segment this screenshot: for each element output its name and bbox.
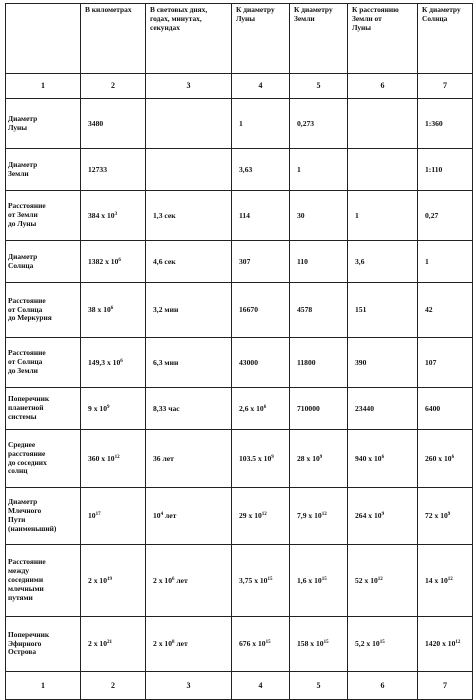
table-cell [232,388,290,430]
table-cell [348,617,418,672]
cell-value: 28 x 10 [297,453,320,463]
table-cell [81,545,146,617]
column-number: 4 [232,74,290,99]
cell-value: 1,3 сек [153,210,176,220]
table-cell [418,488,473,545]
cell-value: 10 [153,511,161,521]
table-cell [81,388,146,430]
column-header: К расстоянию Земли от Луны [348,4,418,74]
cell-value: 103.5 x 10 [239,453,272,463]
cell-exponent: 15 [265,640,271,646]
table-cell [81,149,146,191]
table-cell [348,430,418,488]
cell-exponent: 6 [118,257,121,263]
table-cell [232,545,290,617]
table-cell [348,283,418,338]
cell-value: 10 [88,511,96,521]
table-cell [232,430,290,488]
table-cell [232,338,290,388]
cell-value: 30 [297,210,305,220]
cell-exponent: 15 [321,576,327,582]
table-cell [146,338,232,388]
table-cell [348,338,418,388]
cell-exponent: 12 [321,512,327,518]
cell-value: 384 x 10 [88,210,115,220]
column-header [6,4,81,74]
cell-value: 12733 [88,164,107,174]
table-cell [418,388,473,430]
cell-exponent: 17 [95,512,101,518]
cell-value: 1 [355,210,359,220]
table-cell [81,283,146,338]
table-cell [290,545,348,617]
table-cell [81,488,146,545]
cell-exponent: 21 [106,640,112,646]
column-number: 2 [81,74,146,99]
table-cell [81,338,146,388]
table-row [6,545,473,617]
column-number: 5 [290,74,348,99]
cell-value: 158 x 10 [297,639,324,649]
table-cell [418,191,473,241]
row-label: Расстояние от Земли до Луны [6,191,81,241]
table-cell [348,388,418,430]
table-cell [146,241,232,283]
table-cell [418,283,473,338]
cell-exponent: 6 [381,454,385,460]
cell-exponent: 6 [110,306,114,312]
cell-value: 307 [239,256,251,266]
table-cell [232,99,290,149]
column-number-row [6,74,473,99]
cell-exponent: 9 [381,512,385,518]
cell-value: 1 [239,118,243,128]
table-cell [146,191,232,241]
table-cell [290,488,348,545]
row-label: Расстояние от Солнца до Земли [6,338,81,388]
column-number: 4 [232,672,290,700]
table-cell [290,191,348,241]
column-number: 2 [81,672,146,700]
table-cell [146,488,232,545]
cell-value: 114 [239,210,250,220]
table-cell [418,241,473,283]
table-cell [81,191,146,241]
cell-value: 2,6 x 10 [239,403,264,413]
header-row [6,4,473,74]
table-row [6,430,473,488]
cell-value: 2 x 10 [88,575,107,585]
table-cell [290,388,348,430]
cell-value: 107 [425,357,437,367]
astronomical-distances-table [5,3,473,700]
cell-exponent: 9 [106,404,110,410]
cell-exponent: 9 [271,454,274,460]
table-cell [348,488,418,545]
column-number: 7 [418,74,473,99]
row-label: Расстояние между соседними млечными путями [6,545,81,617]
column-number: 1 [6,74,81,99]
cell-exponent: 12 [114,454,120,460]
table-row [6,388,473,430]
row-label: Диаметр Млечного Пути (наименьший) [6,488,81,545]
column-number: 3 [146,74,232,99]
cell-exponent: 8 [171,640,175,646]
cell-value: 5,2 x 10 [355,639,380,649]
cell-unit: лет [174,639,188,649]
cell-exponent: 19 [106,576,112,582]
cell-exponent: 6 [171,576,175,582]
cell-value: 7,9 x 10 [297,511,322,521]
cell-value: 360 x 10 [88,453,115,463]
column-number: 6 [348,74,418,99]
table-cell [418,149,473,191]
table-cell [232,617,290,672]
table-cell [418,545,473,617]
cell-value: 940 x 10 [355,453,382,463]
cell-exponent: 12 [447,576,453,582]
cell-value: 149,3 x 10 [88,357,121,367]
cell-value: 36 лет [153,453,174,463]
cell-value: 11800 [297,357,316,367]
cell-value: 390 [355,357,367,367]
table-cell [232,149,290,191]
column-number: 1 [6,672,81,700]
cell-exponent: 6 [263,404,267,410]
cell-value: 1420 x 10 [425,639,456,649]
cell-value: 14 x 10 [425,575,448,585]
column-header: К диаметру Земли [290,4,348,74]
table-cell [290,241,348,283]
cell-value: 0,273 [297,118,315,128]
table-row [6,149,473,191]
cell-exponent: 15 [379,640,385,646]
table-cell [290,149,348,191]
table-row [6,283,473,338]
column-number: 7 [418,672,473,700]
cell-value: 1382 x 10 [88,256,119,266]
table-cell [146,99,232,149]
table-cell [81,241,146,283]
cell-exponent: 15 [267,576,273,582]
cell-value: 1,6 x 10 [297,575,322,585]
cell-value: 4,6 сек [153,256,176,266]
table-cell [290,338,348,388]
table-cell [81,617,146,672]
table-row [6,191,473,241]
table-cell [146,545,232,617]
cell-value: 29 x 10 [239,511,262,521]
table-row [6,338,473,388]
cell-exponent: 4 [160,512,164,518]
cell-value: 110 [297,256,308,266]
cell-value: 1:110 [425,164,443,174]
cell-exponent: 12 [261,512,267,518]
cell-value: 3,75 x 10 [239,575,268,585]
cell-value: 676 x 10 [239,639,266,649]
table-cell [290,99,348,149]
cell-exponent: 15 [323,640,329,646]
row-label: Диаметр Луны [6,99,81,149]
cell-exponent: 9 [447,512,451,518]
table-cell [418,99,473,149]
cell-exponent: 9 [319,454,323,460]
column-number: 6 [348,672,418,700]
table-cell [348,191,418,241]
cell-exponent: 3 [114,211,118,217]
table-cell [348,149,418,191]
row-label: Диаметр Земли [6,149,81,191]
table-row [6,617,473,672]
table-cell [418,430,473,488]
table-cell [348,241,418,283]
cell-value: 0,27 [425,210,439,220]
column-number: 5 [290,672,348,700]
row-label: Расстояние от Солнца до Меркурия [6,283,81,338]
table-row [6,99,473,149]
table-cell [418,617,473,672]
cell-value: 52 x 10 [355,575,378,585]
cell-value: 38 x 10 [88,305,111,315]
table-cell [146,430,232,488]
table-cell [232,283,290,338]
cell-value: 710000 [297,403,320,413]
table-cell [232,488,290,545]
cell-value: 151 [355,305,367,315]
table-cell [290,617,348,672]
cell-value: 3,2 мин [153,305,179,315]
table-cell [146,149,232,191]
cell-value: 2 x 10 [153,639,172,649]
table-cell [418,338,473,388]
table-cell [146,617,232,672]
cell-value: 23440 [355,403,374,413]
table-cell [348,99,418,149]
column-header: К диаметру Луны [232,4,290,74]
table-cell [81,99,146,149]
cell-unit: лет [174,575,188,585]
cell-value: 9 x 10 [88,403,107,413]
table-cell [348,545,418,617]
cell-value: 1 [297,164,301,174]
cell-value: 2 x 10 [88,639,107,649]
column-header: К диаметру Солнца [418,4,473,74]
column-header: В километрах [81,4,146,74]
table-cell [290,430,348,488]
cell-value: 43000 [239,357,258,367]
table-cell [232,191,290,241]
cell-value: 3,63 [239,164,253,174]
cell-value: 2 x 10 [153,575,172,585]
cell-value: 264 x 10 [355,511,382,521]
row-label: Поперечник планетной системы [6,388,81,430]
cell-value: 16670 [239,305,258,315]
row-label: Диаметр Солнца [6,241,81,283]
cell-value: 72 x 10 [425,511,448,521]
cell-value: 6400 [425,403,441,413]
table-row [6,488,473,545]
table-cell [290,283,348,338]
cell-value: 42 [425,305,433,315]
cell-value: 1:360 [425,118,443,128]
table-cell [232,241,290,283]
cell-exponent: 6 [120,358,123,364]
cell-value: 3,6 [355,256,365,266]
table-cell [146,283,232,338]
cell-value: 3480 [88,118,104,128]
column-number: 3 [146,672,232,700]
cell-value: 1 [425,256,429,266]
row-label: Среднее расстояние до соседних солнц [6,430,81,488]
cell-exponent: 12 [455,640,461,646]
table-cell [146,388,232,430]
column-header: В световых днях, годах, минутах, секундах [146,4,232,74]
table-row [6,241,473,283]
cell-value: 6,3 мин [153,357,179,367]
cell-value: 260 x 10 [425,453,452,463]
cell-exponent: 6 [451,454,455,460]
cell-exponent: 12 [377,576,383,582]
cell-unit: лет [163,511,177,521]
column-number-row [6,672,473,700]
cell-value: 4578 [297,305,313,315]
table-cell [81,430,146,488]
cell-value: 8,33 час [153,403,180,413]
row-label: Поперечник Эфирного Острова [6,617,81,672]
